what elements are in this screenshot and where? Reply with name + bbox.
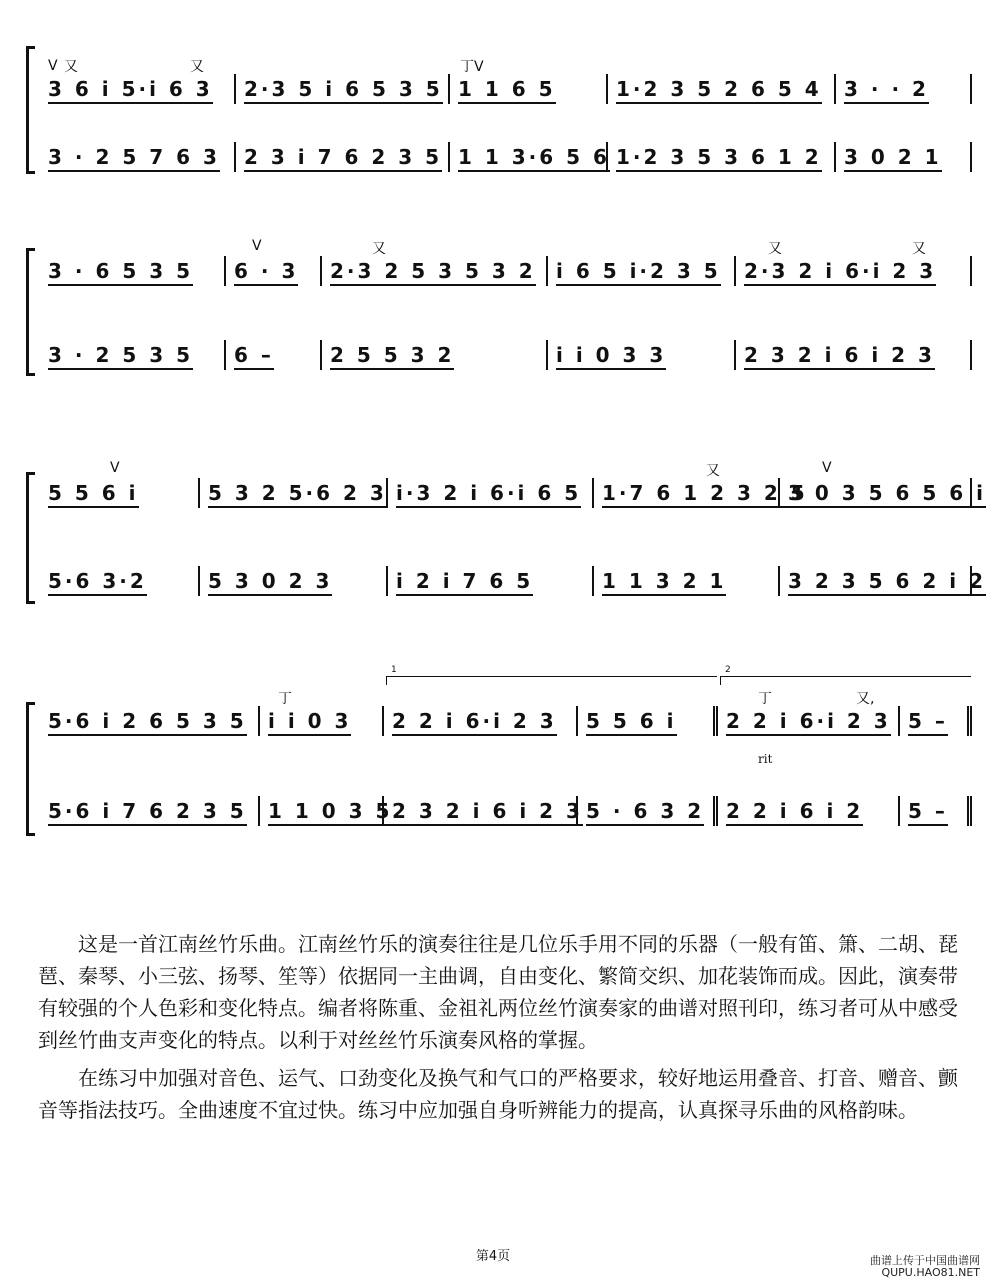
measure: 又 1·7 6 1 2 3 2 5: [594, 478, 780, 508]
measure: 丁V 1 1 6 5: [450, 74, 608, 104]
measure: 1 1 0 3 5: [260, 796, 384, 826]
breath-mark: V: [252, 238, 262, 254]
measure: 丁 又, 2 2 i 6·i 2 3: [718, 706, 900, 736]
paragraph: 这是一首江南丝竹乐曲。江南丝竹乐的演奏往往是几位乐手用不同的乐器（一般有笛、箫、二胡、琵琶、秦琴、小三弦、扬琴、笙等）依据同一主曲调，自由变化、繁简交织、加花装饰而成。因此，演奏带有较强的个人色彩和变化特点。编者将陈重、金祖礼两位丝竹演奏家的曲谱对照刊印，练习者可从中感受到丝竹曲支声变化的特点。以利于对丝丝竹乐演奏风格的掌握。: [38, 932, 958, 1052]
lower-staff: [40, 796, 972, 826]
measure: 2·3 5 i 6 5 3 5: [236, 74, 450, 104]
measure: 1 1 3·6 5 6: [450, 142, 608, 172]
measure: 又 又 2·3 2 i 6·i 2 3: [736, 256, 972, 286]
upper-staff: [40, 460, 986, 508]
measure: i 6 5 i·2 3 5: [548, 256, 736, 286]
technique-mark: 丁: [758, 691, 772, 707]
measure: 5·6 3·2: [40, 566, 200, 596]
measure: 2 2 i 6·i 2 3: [384, 706, 578, 736]
measure: i i 0 3 3: [548, 340, 736, 370]
measure: i 2 i 7 6 5: [388, 566, 594, 596]
paragraph: 在练习中加强对音色、运气、口劲变化及换气和气口的严格要求，较好地运用叠音、打音、赠音、颤音等指法技巧。全曲速度不宜过快。练习中应加强自身听辨能力的提高，认真探寻乐曲的风格韵味。: [38, 1066, 958, 1122]
system-bracket: [26, 248, 35, 376]
lower-staff: [40, 340, 972, 370]
first-ending: 1: [386, 676, 717, 685]
technique-mark: 又: [706, 463, 720, 479]
breath-mark: V: [48, 58, 58, 74]
measure: 2 3 i 7 6 2 3 5: [236, 142, 450, 172]
upper-staff: [40, 58, 972, 104]
technique-mark: 丁: [278, 691, 292, 707]
measure: 5 3 2 5·6 2 3: [200, 478, 388, 508]
measure: 3 2 3 5 6 2 i 2: [780, 566, 972, 596]
watermark: 曲谱上传于中国曲谱网 QUPU.HAO81.NET: [870, 1254, 980, 1279]
measure: 1·2 3 5 2 6 5 4: [608, 74, 836, 104]
measure: 1 1 3 2 1: [594, 566, 780, 596]
score-system-3: [26, 458, 986, 608]
measure: 6 –: [226, 340, 322, 370]
system-bracket: [26, 472, 35, 604]
technique-mark: 又,: [856, 691, 875, 707]
page-number: 第4页: [475, 1249, 511, 1264]
measure: 5 3 0 2 3: [200, 566, 388, 596]
score-system-1: [26, 38, 972, 178]
commentary: [38, 928, 958, 1126]
lower-staff: [40, 142, 972, 172]
measure: i·3 2 i 6·i 6 5: [388, 478, 594, 508]
score-system-2: [26, 232, 972, 382]
measure: 2 5 5 3 2: [322, 340, 548, 370]
measure: V 3 0 3 5 6 5 6 i: [780, 478, 972, 508]
measure: 5 –: [900, 796, 972, 826]
measure: V 5 5 6 i: [40, 478, 200, 508]
breath-mark: V: [110, 460, 120, 476]
measure: 又 2·3 2 5 3 5 3 2: [322, 256, 548, 286]
measure: 1·2 3 5 3 6 1 2: [608, 142, 836, 172]
measure: V 6 · 3: [226, 256, 322, 286]
lower-staff: [40, 566, 986, 596]
measure: 丁 i i 0 3: [260, 706, 384, 736]
upper-staff: [40, 238, 972, 286]
system-bracket: [26, 46, 35, 174]
ritardando-mark: rit: [758, 752, 773, 766]
measure: 3 · 2 5 3 5: [40, 340, 226, 370]
technique-mark: 又: [768, 241, 782, 257]
technique-mark: 丁V: [460, 59, 484, 75]
measure: V 又 又 3 6 i 5·i 6 3: [40, 74, 236, 104]
measure: 5·6 i 2 6 5 3 5: [40, 706, 260, 736]
measure: 2 3 2 i 6 i 2 3: [736, 340, 972, 370]
measure: 5·6 i 7 6 2 3 5: [40, 796, 260, 826]
measure: 3 · · 2: [836, 74, 972, 104]
system-bracket: [26, 702, 35, 836]
measure: 2 2 i 6 i 2: [718, 796, 900, 826]
technique-mark: 又: [372, 241, 386, 257]
technique-mark: 又: [64, 59, 78, 75]
second-ending: 2: [720, 676, 971, 685]
measure: 3 · 6 5 3 5: [40, 256, 226, 286]
technique-mark: 又: [912, 241, 926, 257]
upper-staff: [40, 691, 972, 736]
measure: 5 · 6 3 2: [578, 796, 718, 826]
measure: 5 –: [900, 706, 972, 736]
technique-mark: 又: [190, 59, 204, 75]
breath-mark: V: [822, 460, 832, 476]
score-system-4: [26, 666, 972, 846]
measure: 3 · 2 5 7 6 3: [40, 142, 236, 172]
measure: 5 5 6 i: [578, 706, 718, 736]
measure: 3 0 2 1: [836, 142, 972, 172]
measure: 2 3 2 i 6 i 2 3: [384, 796, 578, 826]
